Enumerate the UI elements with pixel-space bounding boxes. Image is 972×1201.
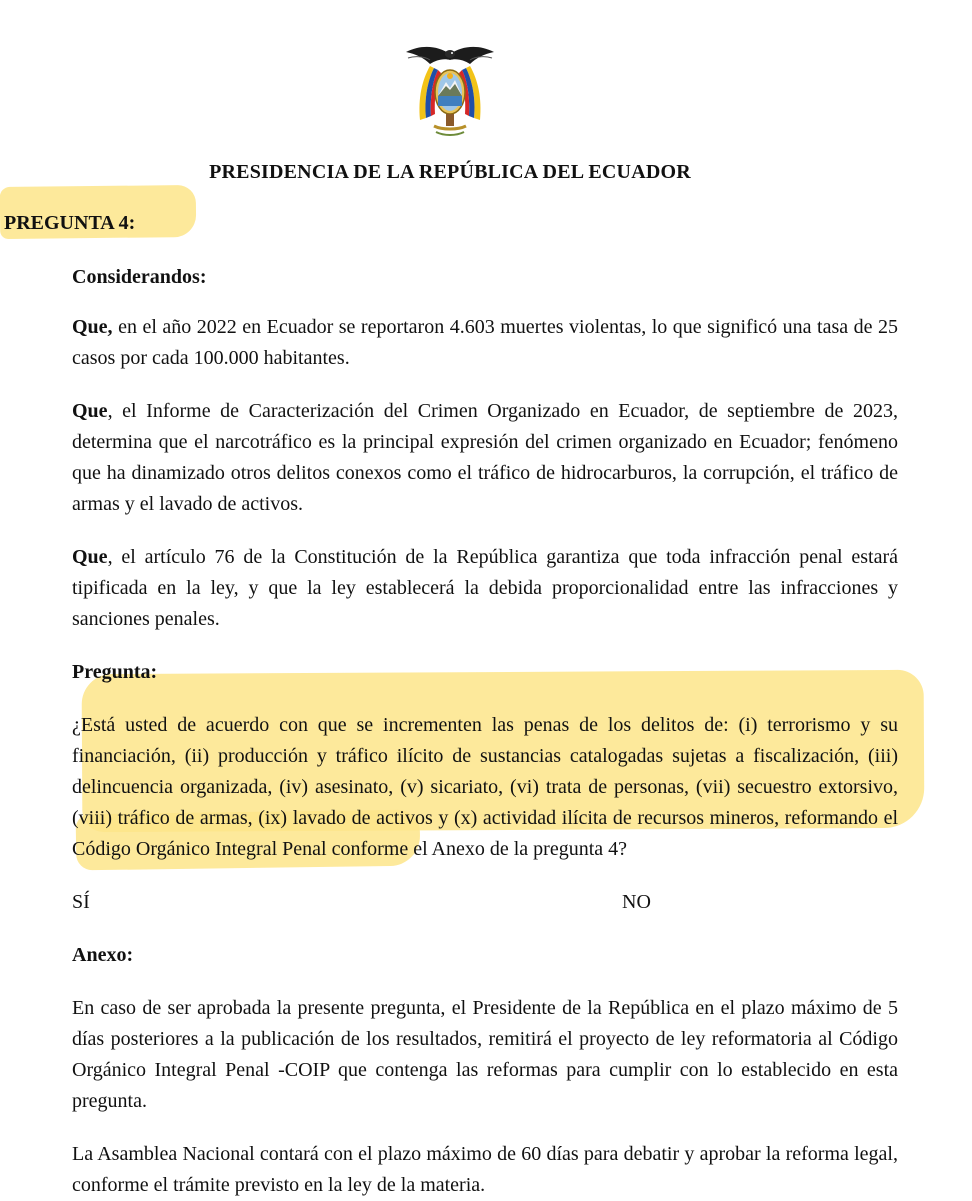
considerando-2 (72, 396, 898, 520)
pregunta-heading: Pregunta: (72, 661, 158, 683)
considerandos-heading: Considerandos: (72, 266, 207, 288)
header-title-text: PRESIDENCIA DE LA REPÚBLICA DEL ECUADOR (209, 161, 691, 183)
anexo-paragraph-2: La Asamblea Nacional contará con el plazo máximo de 60 días para debatir y aprobar la reforma legal, conforme el trámite previsto en la ley de la materia. (72, 1143, 898, 1196)
header-title (0, 161, 900, 184)
considerando-1-lead: Que, (72, 316, 113, 338)
considerando-2-lead: Que (72, 400, 108, 422)
ecuador-coat-of-arms-icon (400, 40, 500, 138)
considerando-2-text: , el Informe de Caracterización del Crimen Organizado en Ecuador, de septiembre de 2023, determina que el narcotráfico es la principal expresión del crimen organizado en Ecuador; fenómeno que ha dinamizado otros delitos conexos como el tráfico de hidrocarburos, la corrupción, el tráfico de armas y el lavado de activos. (72, 400, 898, 515)
considerando-3-text: , el artículo 76 de la Constitución de la República garantiza que toda infracción penal estará tipificada en la ley, y que la ley establecerá la debida proporcionalidad entre las infracciones y sanciones penales. (72, 546, 898, 630)
anexo-heading: Anexo: (72, 944, 134, 966)
answer-options (72, 887, 898, 918)
question-label: PREGUNTA 4: (4, 212, 136, 234)
anexo-paragraph-1: En caso de ser aprobada la presente pregunta, el Presidente de la República en el plazo máximo de 5 días posteriores a la publicación de los resultados, remitirá el proyecto de ley reformatoria al Código Orgánico Integral Penal -COIP que contenga las reformas para cumplir con lo establecido en esta pregunta. (72, 997, 898, 1112)
option-yes: SÍ (72, 891, 90, 913)
considerando-3-lead: Que (72, 546, 108, 568)
document-body (72, 262, 898, 1201)
considerando-3 (72, 542, 898, 635)
option-no: NO (622, 891, 651, 913)
considerando-1-text: en el año 2022 en Ecuador se reportaron 4.603 muertes violentas, lo que significó una tasa de 25 casos por cada 100.000 habitantes. (72, 316, 898, 369)
pregunta-text: ¿Está usted de acuerdo con que se incrementen las penas de los delitos de: (i) terrorismo y su financiación, (ii) producción y tráfico ilícito de sustancias catalogadas sujetas a fiscalización, (iii) delincuencia organizada, (iv) asesinato, (v) sicariato, (vi) trata de personas, (vii) secuestro extorsivo, (viii) tráfico de armas, (ix) lavado de activos y (x) actividad ilícita de recursos mineros, reformando el Código Orgánico Integral Penal conforme el Anexo de la pregunta 4? (72, 714, 898, 860)
considerando-1 (72, 312, 898, 374)
